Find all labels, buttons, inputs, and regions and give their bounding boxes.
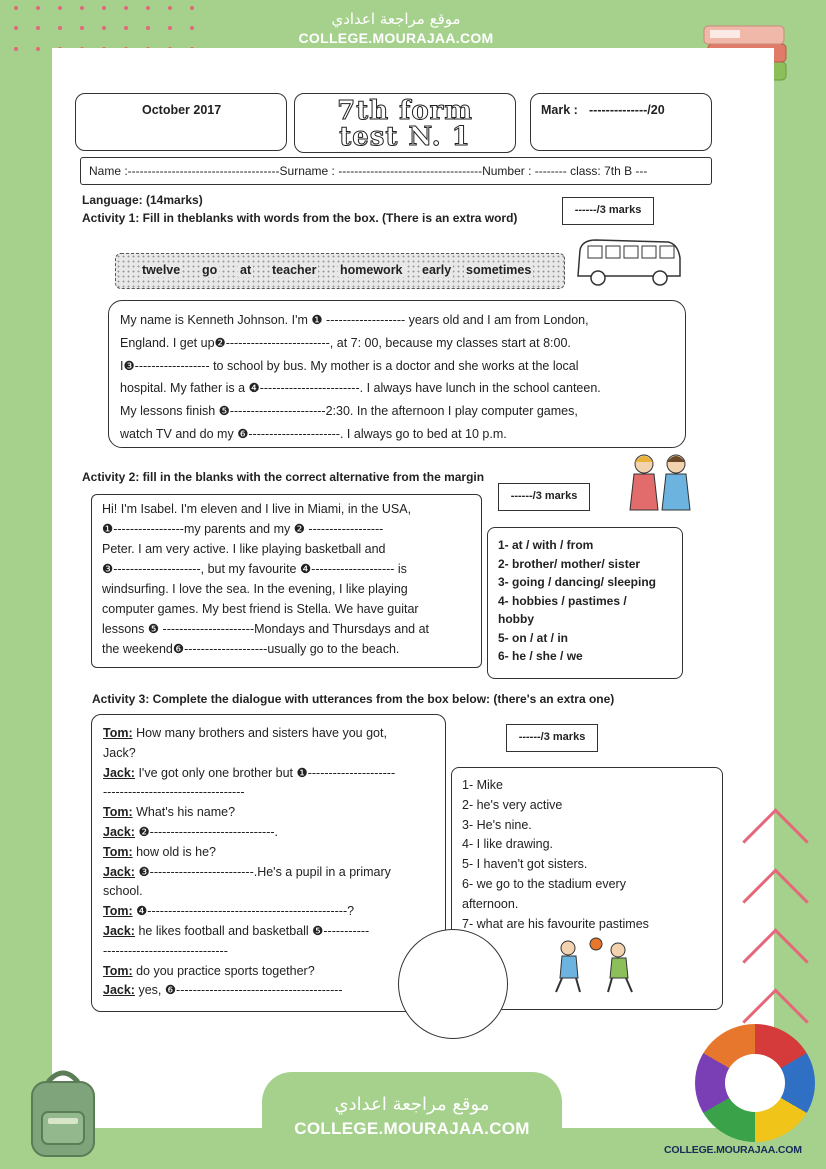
speaker-label: Tom: (103, 904, 133, 919)
dialogue-text: he likes football and basketball ❺----------- (134, 923, 370, 938)
mark-label: Mark : (541, 103, 578, 117)
dialogue-text: How many brothers and sisters have you got, (132, 726, 387, 740)
speaker-label: Jack: (103, 983, 135, 998)
school-bus-icon (572, 236, 684, 290)
decorative-dot (190, 6, 194, 10)
dialogue-text: do you practice sports together? (132, 963, 315, 978)
dialogue-line (103, 724, 395, 744)
decorative-dot (102, 6, 106, 10)
logo-center (725, 1054, 785, 1112)
passage-line: Peter. I am very active. I like playing basketball and (102, 542, 386, 556)
option-item: 2- he's very active (462, 797, 563, 812)
site-arabic-name: موقع مراجعة اعدادي (331, 10, 461, 28)
decorative-dot (168, 26, 172, 30)
speaker-label: Jack: (103, 923, 135, 938)
activity2-options-list (498, 536, 656, 666)
dialogue-text: yes, ❻---------------------------------------- (134, 983, 343, 998)
kids-illustration-icon (622, 450, 698, 520)
backpack-icon (18, 1062, 110, 1160)
activity2-text-box (91, 494, 482, 668)
site-arabic-name: موقع مراجعة اعدادي (334, 1094, 490, 1115)
dialogue-text: What's his name? (132, 805, 236, 820)
decorative-dot (168, 6, 172, 10)
activity1-marks-ribbon: ------/3 marks (562, 197, 654, 225)
dialogue-line (103, 981, 395, 1001)
student-info-line (80, 157, 712, 185)
decorative-dot (14, 26, 18, 30)
dialogue-text: I've got only one brother but ❶--------------------- (134, 765, 396, 780)
mark-box (530, 93, 712, 151)
option-item: 1- Mike (462, 778, 503, 792)
dialogue-line (103, 863, 395, 883)
activity3-dialogue (103, 724, 395, 1001)
word-option: go (202, 263, 218, 277)
option-item: 2- brother/ mother/ sister (498, 556, 641, 571)
option-item: 1- at / with / from (498, 538, 594, 552)
passage-line: lessons ❺ ----------------------Mondays and Thursdays and at (102, 622, 429, 636)
decorative-dot (190, 26, 194, 30)
activity1-instruction: Activity 1: Fill in theblanks with words from the box. (There is an extra word) (82, 211, 518, 225)
dialogue-line (103, 803, 395, 823)
passage-line: ❸---------------------, but my favourite ❹-------------------- is (102, 562, 407, 576)
decorative-dot (14, 6, 18, 10)
test-title-line1: 7th form (337, 96, 473, 126)
word-option: early (422, 263, 452, 277)
option-item: 7- what are his favourite pastimes (462, 916, 649, 931)
activity1-text-box (108, 300, 686, 448)
dialogue-text: ❸-------------------------.He's a pupil in a primary (134, 864, 391, 879)
passage-line: windsurfing. I love the sea. In the evening, I like playing (102, 582, 408, 596)
option-item: 4- hobbies / pastimes / (498, 593, 627, 608)
dialogue-text: Jack? (103, 745, 136, 760)
passage-line: My lessons finish ❺-----------------------2:30. In the afternoon I play computer games, (120, 404, 578, 419)
dialogue-line (103, 843, 395, 863)
speaker-label: Tom: (103, 844, 133, 859)
dialogue-text: ------------------------------ (103, 943, 228, 958)
passage-line: My name is Kenneth Johnson. I'm ❶ ------------------- years old and I am from London, (120, 313, 589, 327)
speaker-label: Jack: (103, 824, 135, 839)
bottom-site-banner (262, 1072, 562, 1169)
date-box (75, 93, 287, 151)
word-option: sometimes (466, 263, 532, 277)
option-item: 6- he / she / we (498, 649, 583, 663)
activity3-marks-ribbon: ------/3 marks (506, 724, 598, 752)
test-date: October 2017 (142, 103, 222, 117)
test-title-line2: test N. 1 (339, 122, 471, 152)
word-option: homework (340, 263, 403, 277)
activity3-options-list (462, 776, 649, 934)
activity1-word-box (115, 253, 565, 289)
activity2-marks-ribbon: ------/3 marks (498, 483, 590, 511)
activity1-passage (120, 309, 674, 446)
decorative-dots (0, 0, 210, 55)
dialogue-line (103, 922, 395, 942)
option-item: 5- on / at / in (498, 630, 569, 645)
mark-value: --------------/20 (589, 103, 665, 117)
speaker-label: Tom: (103, 726, 133, 740)
site-logo-wheel (695, 1024, 815, 1142)
decorative-dot (58, 6, 62, 10)
passage-line: England. I get up❷-------------------------, at 7: 00, because my classes start at 8:00. (120, 335, 571, 350)
activity3-instruction: Activity 3: Complete the dialogue with utterances from the box below: (there's an extra one) (92, 692, 615, 706)
option-item: hobby (498, 612, 534, 626)
decorative-dot (36, 6, 40, 10)
decorative-dot (36, 47, 40, 51)
logo-url[interactable]: COLLEGE.MOURAJAA.COM (664, 1144, 802, 1156)
decorative-dot (80, 6, 84, 10)
option-item: 6- we go to the stadium every (462, 876, 626, 891)
decorative-dot (146, 6, 150, 10)
word-option: twelve (142, 263, 181, 277)
dialogue-line (103, 902, 395, 922)
word-option: teacher (272, 263, 317, 277)
speaker-label: Jack: (103, 864, 135, 879)
option-item: 3- going / dancing/ sleeping (498, 575, 657, 589)
option-item: 5- I haven't got sisters. (462, 857, 588, 872)
passage-line: ❶-----------------my parents and my ❷ ------------------ (102, 522, 384, 536)
dialogue-text: school. (103, 884, 143, 899)
passage-line: watch TV and do my ❻----------------------. I always go to bed at 10 p.m. (120, 426, 507, 441)
speaker-label: Tom: (103, 963, 133, 978)
decorative-dot (124, 6, 128, 10)
decorative-dot (58, 26, 62, 30)
student-info-text: Name :--------------------------------------Surname : ------------------------------------Number : -------- class: 7th B --- (89, 164, 648, 178)
dialogue-line (103, 962, 395, 982)
speaker-label: Tom: (103, 805, 133, 820)
activity2-passage (102, 499, 472, 659)
language-heading: Language: (14marks) (82, 193, 203, 207)
site-url[interactable]: COLLEGE.MOURAJAA.COM (294, 1119, 530, 1138)
activity2-options-box (487, 527, 683, 679)
dialogue-text: ❹------------------------------------------------? (132, 904, 355, 919)
option-item: 4- I like drawing. (462, 837, 554, 852)
dialogue-text: ❷------------------------------. (134, 824, 279, 839)
decorative-dot (14, 47, 18, 51)
dialogue-text: how old is he? (132, 844, 217, 859)
site-url[interactable]: COLLEGE.MOURAJAA.COM (298, 30, 494, 46)
score-circle (398, 929, 508, 1039)
dialogue-line (103, 764, 395, 784)
passage-line: I❸------------------ to school by bus. My mother is a doctor and she works at the local (120, 358, 579, 373)
activity3-dialogue-box (91, 714, 446, 1012)
passage-line: hospital. My father is a ❹------------------------. I always have lunch in the school canteen. (120, 381, 601, 396)
kids-playing-basketball-icon (548, 936, 644, 996)
dialogue-line (103, 882, 395, 902)
dialogue-line (103, 942, 395, 962)
passage-line: Hi! I'm Isabel. I'm eleven and I live in Miami, in the USA, (102, 502, 412, 516)
decorative-dot (146, 26, 150, 30)
dialogue-line (103, 823, 395, 843)
title-box (294, 93, 516, 153)
activity2-instruction: Activity 2: fill in the blanks with the correct alternative from the margin (82, 470, 485, 484)
word-option: at (240, 263, 252, 277)
option-item: afternoon. (462, 896, 519, 911)
dialogue-line (103, 783, 395, 803)
decorative-dot (102, 26, 106, 30)
passage-line: computer games. My best friend is Stella. We have guitar (102, 602, 419, 616)
option-item: 3- He's nine. (462, 817, 532, 832)
passage-line: the weekend❻--------------------usually go to the beach. (102, 642, 400, 656)
dialogue-text: ---------------------------------- (103, 785, 245, 800)
decorative-dot (80, 26, 84, 30)
decorative-dot (124, 26, 128, 30)
dialogue-line (103, 744, 395, 764)
speaker-label: Jack: (103, 765, 135, 780)
decorative-dot (36, 26, 40, 30)
